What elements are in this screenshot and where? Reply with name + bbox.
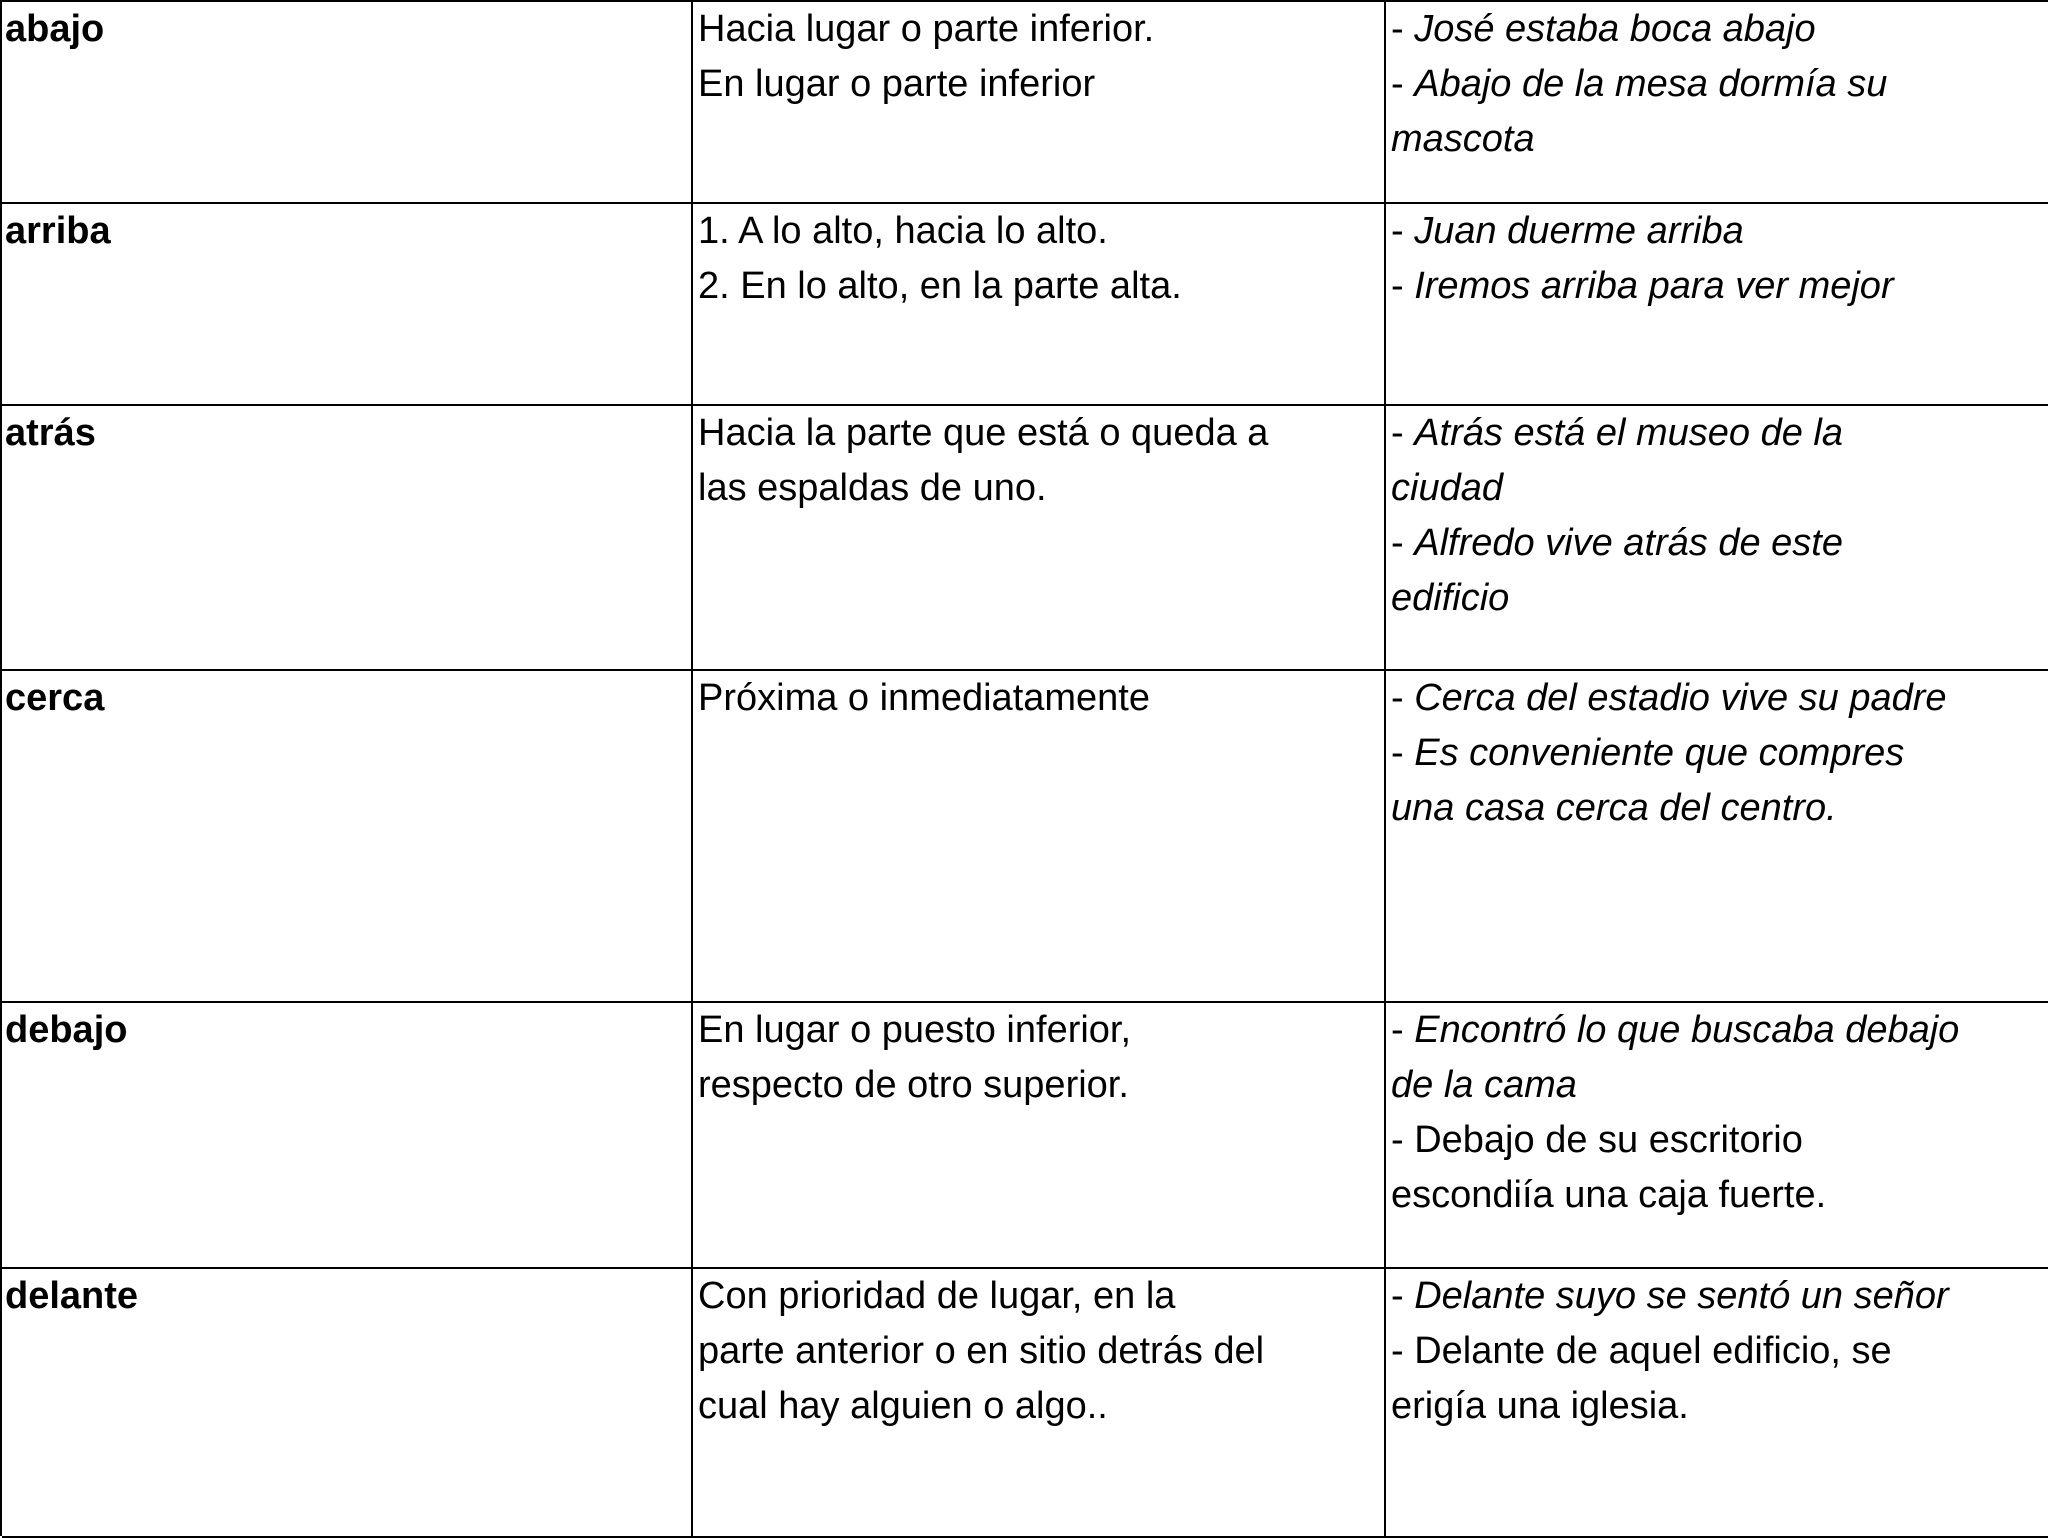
example-text: José estaba boca abajo	[1414, 8, 1816, 50]
definition-line: Con prioridad de lugar, en la	[698, 1275, 1176, 1317]
examples-cell	[1386, 406, 2048, 671]
term-text: abajo	[5, 8, 105, 50]
example-text: Es conveniente que compres	[1414, 732, 1905, 774]
example-line	[1391, 781, 2048, 836]
term-text: cerca	[5, 677, 105, 719]
example-text: Cerca del estadio vive su padre	[1414, 677, 1947, 719]
term-text: arriba	[5, 210, 111, 252]
example-line	[1391, 1379, 2048, 1434]
example-line	[1391, 1269, 2048, 1324]
example-line	[1391, 1058, 2048, 1113]
term-text: debajo	[5, 1009, 128, 1051]
example-dash: -	[1391, 210, 1415, 252]
definition-line: parte anterior o en sitio detrás del	[698, 1330, 1265, 1372]
example-text: ciudad	[1391, 467, 1503, 509]
example-line	[1391, 1168, 2048, 1223]
definition-cell	[693, 671, 1386, 1003]
example-text: - Debajo de su escritorio	[1391, 1119, 1803, 1161]
example-line	[1391, 1003, 2048, 1058]
definition-line: Próxima o inmediatamente	[698, 677, 1150, 719]
example-dash: -	[1391, 522, 1415, 564]
definition-line: En lugar o parte inferior	[698, 63, 1096, 105]
example-line	[1391, 1324, 2048, 1379]
example-dash: -	[1391, 412, 1415, 454]
example-line	[1391, 2, 2048, 57]
term-cell	[2, 671, 693, 1003]
definition-cell	[693, 204, 1386, 406]
term-cell	[2, 204, 693, 406]
example-text: Atrás está el museo de la	[1414, 412, 1843, 454]
example-line	[1391, 57, 2048, 112]
definition-line: las espaldas de uno.	[698, 467, 1047, 509]
definition-cell	[693, 406, 1386, 671]
example-text: Alfredo vive atrás de este	[1414, 522, 1843, 564]
example-text: Juan duerme arriba	[1414, 210, 1744, 252]
example-dash: -	[1391, 8, 1415, 50]
examples-cell	[1386, 1269, 2048, 1538]
example-dash: -	[1391, 63, 1415, 105]
term-cell	[2, 2, 693, 204]
term-text: atrás	[5, 412, 96, 454]
example-text: Delante suyo se sentó un señor	[1414, 1275, 1949, 1317]
example-text: erigía una iglesia.	[1391, 1385, 1689, 1427]
example-dash: -	[1391, 677, 1415, 719]
example-line	[1391, 406, 2048, 461]
example-text: de la cama	[1391, 1064, 1577, 1106]
example-dash: -	[1391, 1275, 1415, 1317]
example-line	[1391, 1113, 2048, 1168]
definition-cell	[693, 1003, 1386, 1269]
example-line	[1391, 671, 2048, 726]
example-dash: -	[1391, 732, 1415, 774]
definition-cell	[693, 1269, 1386, 1538]
example-dash: -	[1391, 1009, 1415, 1051]
example-text: mascota	[1391, 118, 1535, 160]
definition-cell	[693, 2, 1386, 204]
examples-cell	[1386, 671, 2048, 1003]
definition-line: Hacia lugar o parte inferior.	[698, 8, 1155, 50]
example-text: Abajo de la mesa dormía su	[1414, 63, 1888, 105]
example-text: Iremos arriba para ver mejor	[1414, 265, 1894, 307]
example-text: edificio	[1391, 577, 1510, 619]
definition-line: 2. En lo alto, en la parte alta.	[698, 265, 1182, 307]
example-line	[1391, 726, 2048, 781]
example-text: Encontró lo que buscaba debajo	[1414, 1009, 1960, 1051]
examples-cell	[1386, 1003, 2048, 1269]
example-line	[1391, 112, 2048, 167]
example-line	[1391, 461, 2048, 516]
example-line	[1391, 204, 2048, 259]
term-text: delante	[5, 1275, 139, 1317]
term-cell	[2, 1269, 693, 1538]
example-line	[1391, 259, 2048, 314]
example-text: - Delante de aquel edificio, se	[1391, 1330, 1892, 1372]
examples-cell	[1386, 204, 2048, 406]
example-text: escondiía una caja fuerte.	[1391, 1174, 1827, 1216]
definition-line: cual hay alguien o algo..	[698, 1385, 1108, 1427]
example-dash: -	[1391, 265, 1415, 307]
definition-line: Hacia la parte que está o queda a	[698, 412, 1269, 454]
example-text: una casa cerca del centro.	[1391, 787, 1837, 829]
example-line	[1391, 571, 2048, 626]
definition-line: En lugar o puesto inferior,	[698, 1009, 1132, 1051]
term-cell	[2, 406, 693, 671]
definition-line: respecto de otro superior.	[698, 1064, 1129, 1106]
examples-cell	[1386, 2, 2048, 204]
term-cell	[2, 1003, 693, 1269]
definition-line: 1. A lo alto, hacia lo alto.	[698, 210, 1108, 252]
example-line	[1391, 516, 2048, 571]
